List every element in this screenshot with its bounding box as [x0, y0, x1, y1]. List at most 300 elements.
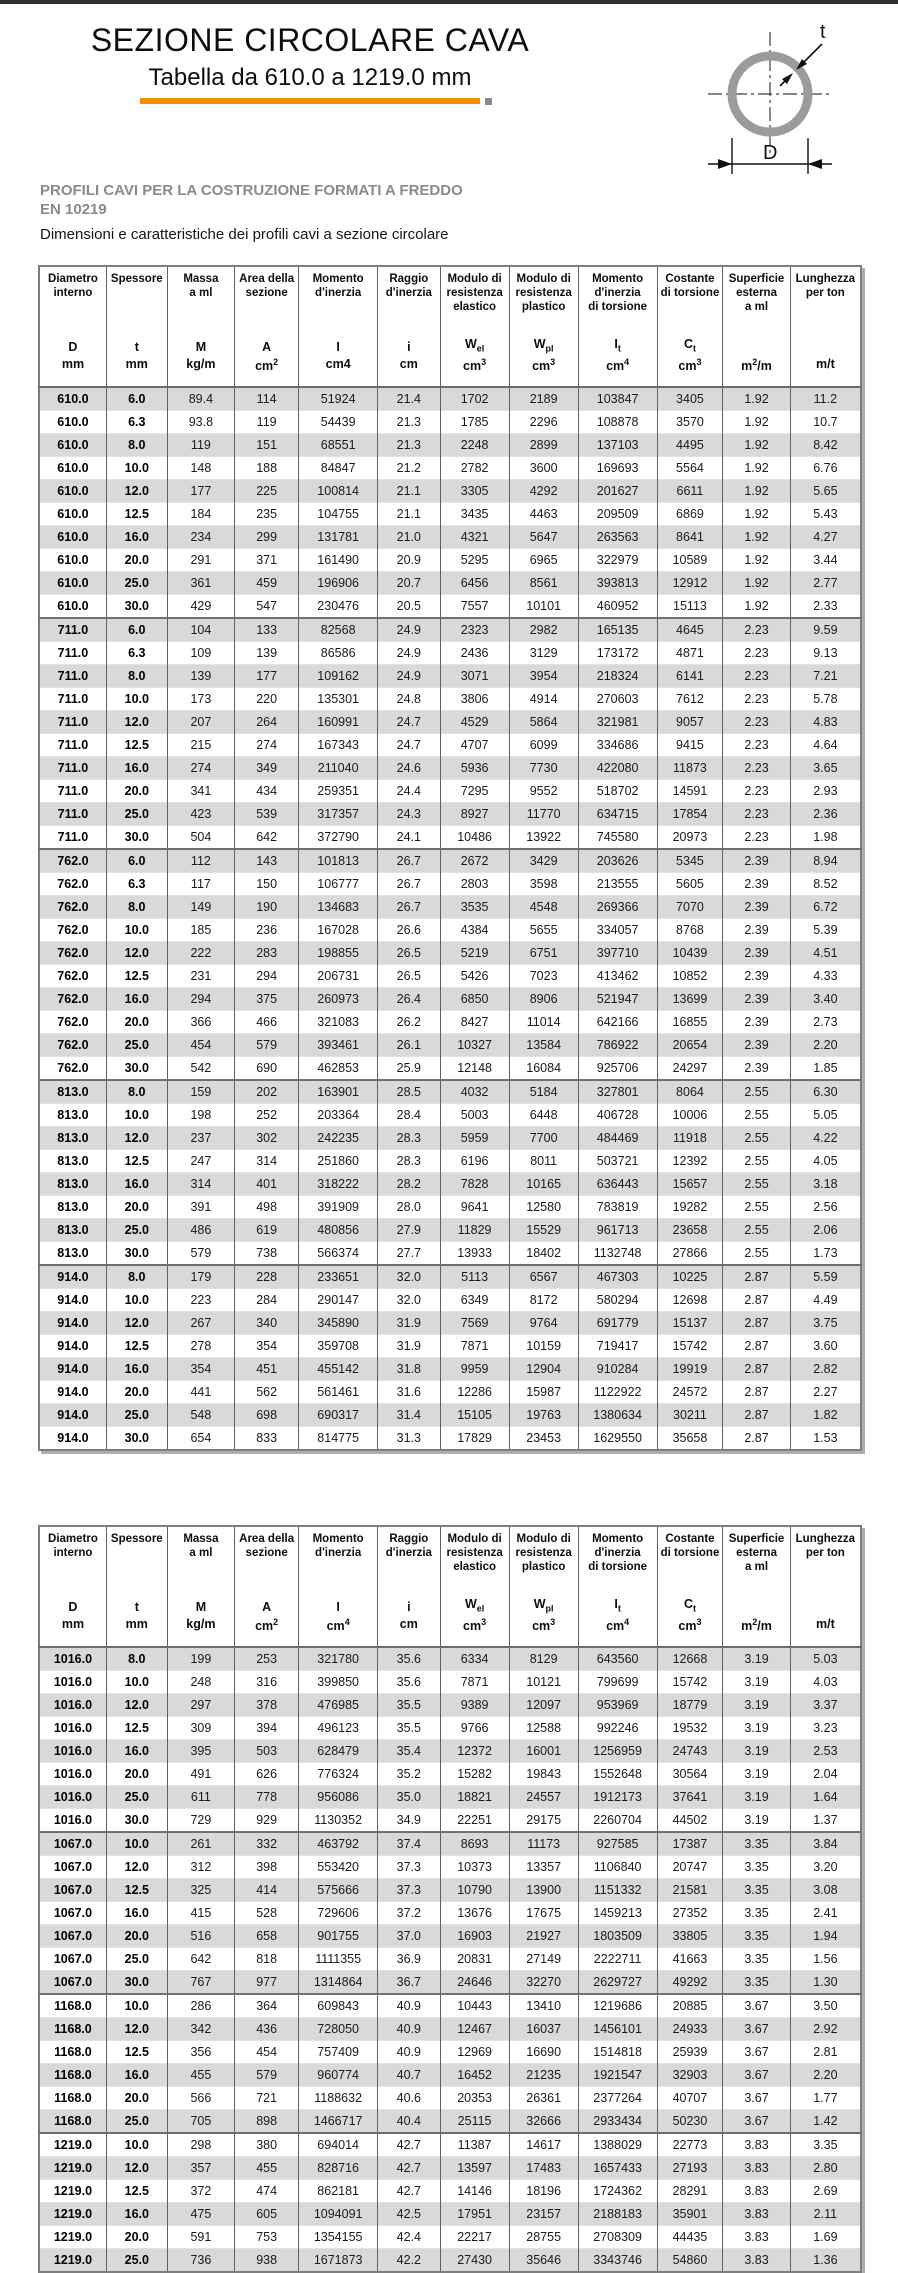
- table-cell: 42.5: [378, 2202, 440, 2225]
- table-cell: 3.08: [790, 1878, 861, 1901]
- table-cell: 521947: [578, 987, 657, 1010]
- table-cell: 757409: [299, 2040, 378, 2063]
- table-cell: 6751: [509, 941, 578, 964]
- table-cell: 738: [235, 1241, 299, 1265]
- table-cell: 8.0: [106, 895, 167, 918]
- table-cell: 25.0: [106, 1947, 167, 1970]
- table-cell: 342: [167, 2017, 234, 2040]
- table-cell: 2.04: [790, 1762, 861, 1785]
- table-cell: 778: [235, 1785, 299, 1808]
- table-cell: 10.0: [106, 1103, 167, 1126]
- table-row: [39, 1288, 861, 1311]
- table-cell: 18821: [440, 1785, 509, 1808]
- column-header: mm: [106, 1616, 167, 1647]
- table-cell: 119: [167, 433, 234, 456]
- table-cell: 1.98: [790, 825, 861, 849]
- table-row: [39, 779, 861, 802]
- table-cell: 17829: [440, 1426, 509, 1450]
- table-cell: 1219.0: [39, 2225, 106, 2248]
- table-cell: 10.0: [106, 1994, 167, 2018]
- table-cell: 10439: [657, 941, 723, 964]
- table-row: [39, 387, 861, 411]
- table-cell: 12286: [440, 1380, 509, 1403]
- table-cell: 13597: [440, 2156, 509, 2179]
- table-cell: 1130352: [299, 1808, 378, 1832]
- table-cell: 334686: [578, 733, 657, 756]
- table-cell: 203626: [578, 849, 657, 873]
- table-cell: 24.9: [378, 664, 440, 687]
- column-header: $W_{pl}$: [509, 329, 578, 356]
- table-cell: 27.9: [378, 1218, 440, 1241]
- column-header: M: [167, 329, 234, 356]
- table-cell: 314: [167, 1172, 234, 1195]
- column-header: I: [299, 1589, 378, 1616]
- table-cell: 10486: [440, 825, 509, 849]
- table-row: [39, 1334, 861, 1357]
- table-cell: 414: [235, 1878, 299, 1901]
- table-cell: 3071: [440, 664, 509, 687]
- table-row: [39, 2109, 861, 2133]
- table-cell: 247: [167, 1149, 234, 1172]
- table-row: [39, 1265, 861, 1289]
- table-cell: 25.0: [106, 802, 167, 825]
- table-cell: 9766: [440, 1716, 509, 1739]
- table-cell: 1.92: [723, 548, 790, 571]
- table-cell: 1.92: [723, 479, 790, 502]
- table-cell: 12392: [657, 1149, 723, 1172]
- table-cell: 24.1: [378, 825, 440, 849]
- table-cell: 6099: [509, 733, 578, 756]
- table-cell: 1.92: [723, 525, 790, 548]
- table-cell: 1.30: [790, 1970, 861, 1994]
- column-header: $I_t$: [578, 1589, 657, 1616]
- table-cell: 3435: [440, 502, 509, 525]
- table-cell: 7730: [509, 756, 578, 779]
- table-cell: 1016.0: [39, 1808, 106, 1832]
- table-cell: 8768: [657, 918, 723, 941]
- table-cell: 190: [235, 895, 299, 918]
- table-cell: 12467: [440, 2017, 509, 2040]
- table-cell: 3.20: [790, 1855, 861, 1878]
- table-cell: 12.5: [106, 2179, 167, 2202]
- table-cell: 21.0: [378, 525, 440, 548]
- table-cell: 21235: [509, 2063, 578, 2086]
- table-cell: 26.2: [378, 1010, 440, 1033]
- table-row: [39, 525, 861, 548]
- table-cell: 10373: [440, 1855, 509, 1878]
- table-cell: 139: [235, 641, 299, 664]
- table-cell: 818: [235, 1947, 299, 1970]
- table-cell: 610.0: [39, 479, 106, 502]
- table-cell: 636443: [578, 1172, 657, 1195]
- table-cell: 436: [235, 2017, 299, 2040]
- table-cell: 690: [235, 1056, 299, 1080]
- table-cell: 2436: [440, 641, 509, 664]
- table-cell: 20.0: [106, 779, 167, 802]
- table-cell: 6448: [509, 1103, 578, 1126]
- table-cell: 12.5: [106, 733, 167, 756]
- table-cell: 54439: [299, 410, 378, 433]
- table-cell: 711.0: [39, 733, 106, 756]
- table-row: [39, 1010, 861, 1033]
- table-cell: 610.0: [39, 456, 106, 479]
- table-cell: 3343746: [578, 2248, 657, 2272]
- table-cell: 6.30: [790, 1080, 861, 1104]
- table-cell: 1016.0: [39, 1716, 106, 1739]
- table-cell: 134683: [299, 895, 378, 918]
- table-cell: 30.0: [106, 1426, 167, 1450]
- lead-block: [40, 182, 898, 243]
- table-row: [39, 825, 861, 849]
- table-cell: 711.0: [39, 710, 106, 733]
- table-cell: 1354155: [299, 2225, 378, 2248]
- table-cell: 711.0: [39, 618, 106, 642]
- table-cell: 956086: [299, 1785, 378, 1808]
- table-cell: 251860: [299, 1149, 378, 1172]
- table-cell: 8.94: [790, 849, 861, 873]
- table-cell: 476985: [299, 1693, 378, 1716]
- page-subtitle: Tabella da 610.0 a 1219.0 mm: [148, 63, 472, 91]
- table-cell: 1314864: [299, 1970, 378, 1994]
- column-header: cm: [378, 356, 440, 387]
- table-cell: 611: [167, 1785, 234, 1808]
- table-cell: 1168.0: [39, 2040, 106, 2063]
- table-cell: 1256959: [578, 1739, 657, 1762]
- column-header: Diametro interno: [39, 266, 106, 329]
- table-cell: 938: [235, 2248, 299, 2272]
- table-cell: 11829: [440, 1218, 509, 1241]
- table-cell: 634715: [578, 802, 657, 825]
- table-cell: 9.59: [790, 618, 861, 642]
- table-cell: 89.4: [167, 387, 234, 411]
- table-row: [39, 2156, 861, 2179]
- table-cell: 561461: [299, 1380, 378, 1403]
- table-cell: 2.39: [723, 1010, 790, 1033]
- table-cell: 2.55: [723, 1241, 790, 1265]
- table-cell: 28755: [509, 2225, 578, 2248]
- column-header: Superficie esterna a ml: [723, 266, 790, 329]
- column-header: Costante di torsione: [657, 266, 723, 329]
- table-cell: 10121: [509, 1670, 578, 1693]
- column-header: $I_t$: [578, 329, 657, 356]
- table-cell: 813.0: [39, 1149, 106, 1172]
- table-cell: 767: [167, 1970, 234, 1994]
- table-cell: 286: [167, 1994, 234, 2018]
- table-cell: 6.72: [790, 895, 861, 918]
- table-row: [39, 1970, 861, 1994]
- table-row: [39, 2063, 861, 2086]
- table-cell: 3129: [509, 641, 578, 664]
- table-cell: 753: [235, 2225, 299, 2248]
- column-header: Modulo di resistenza elastico: [440, 266, 509, 329]
- table-row: [39, 1033, 861, 1056]
- table-cell: 3.67: [723, 2017, 790, 2040]
- table-cell: 12097: [509, 1693, 578, 1716]
- table-cell: 977: [235, 1970, 299, 1994]
- table-cell: 1168.0: [39, 2086, 106, 2109]
- table-cell: 929: [235, 1808, 299, 1832]
- table-row: [39, 1947, 861, 1970]
- table-row: [39, 2040, 861, 2063]
- table-cell: 3.35: [723, 1901, 790, 1924]
- table-cell: 16.0: [106, 1357, 167, 1380]
- table-cell: 36.9: [378, 1947, 440, 1970]
- table-cell: 654: [167, 1426, 234, 1450]
- table-cell: 357: [167, 2156, 234, 2179]
- table-cell: 25.9: [378, 1056, 440, 1080]
- table-cell: 1466717: [299, 2109, 378, 2133]
- table-cell: 109: [167, 641, 234, 664]
- table-cell: 8906: [509, 987, 578, 1010]
- table-cell: 7295: [440, 779, 509, 802]
- table-row: [39, 918, 861, 941]
- table-cell: 783819: [578, 1195, 657, 1218]
- table-cell: 203364: [299, 1103, 378, 1126]
- table-cell: 37.2: [378, 1901, 440, 1924]
- table-cell: 32270: [509, 1970, 578, 1994]
- table-cell: 423: [167, 802, 234, 825]
- table-cell: 44502: [657, 1808, 723, 1832]
- table-cell: 1067.0: [39, 1878, 106, 1901]
- table-cell: 31.9: [378, 1311, 440, 1334]
- table-cell: 30564: [657, 1762, 723, 1785]
- table-cell: 562: [235, 1380, 299, 1403]
- table-cell: 10852: [657, 964, 723, 987]
- table-cell: 393461: [299, 1033, 378, 1056]
- table-cell: 35901: [657, 2202, 723, 2225]
- table-cell: 361: [167, 571, 234, 594]
- table-cell: 16037: [509, 2017, 578, 2040]
- table-cell: 131781: [299, 525, 378, 548]
- table-cell: 20.5: [378, 594, 440, 618]
- table-cell: 3598: [509, 872, 578, 895]
- table-cell: 5564: [657, 456, 723, 479]
- table-cell: 25.0: [106, 2248, 167, 2272]
- column-header: Momento d'inerzia: [299, 266, 378, 329]
- table-cell: 15282: [440, 1762, 509, 1785]
- table-cell: 25.0: [106, 1033, 167, 1056]
- table-cell: 42.7: [378, 2156, 440, 2179]
- table-cell: 16001: [509, 1739, 578, 1762]
- table-row: [39, 1693, 861, 1716]
- column-header: Costante di torsione: [657, 1526, 723, 1589]
- table-cell: 3.35: [723, 1924, 790, 1947]
- table-cell: 691779: [578, 1311, 657, 1334]
- table-cell: 36.7: [378, 1970, 440, 1994]
- table-cell: 4.49: [790, 1288, 861, 1311]
- table-cell: 225: [235, 479, 299, 502]
- table-cell: 15529: [509, 1218, 578, 1241]
- table-cell: 15742: [657, 1334, 723, 1357]
- table-cell: 2.23: [723, 641, 790, 664]
- table-cell: 2803: [440, 872, 509, 895]
- table-cell: 2.73: [790, 1010, 861, 1033]
- table-cell: 29175: [509, 1808, 578, 1832]
- column-header: Area della sezione: [235, 266, 299, 329]
- table-cell: 318222: [299, 1172, 378, 1195]
- table-row: [39, 964, 861, 987]
- table-cell: 813.0: [39, 1103, 106, 1126]
- profiles-table-1-wrap: [38, 265, 898, 1451]
- table-cell: 332: [235, 1832, 299, 1856]
- table-cell: 4321: [440, 525, 509, 548]
- table-cell: 49292: [657, 1970, 723, 1994]
- column-header: D: [39, 329, 106, 356]
- table-cell: 215: [167, 733, 234, 756]
- table-cell: 35658: [657, 1426, 723, 1450]
- table-cell: 17854: [657, 802, 723, 825]
- column-header: $W_{pl}$: [509, 1589, 578, 1616]
- table-cell: 220: [235, 687, 299, 710]
- table-cell: 2.23: [723, 825, 790, 849]
- table-cell: 610.0: [39, 387, 106, 411]
- table-cell: 2.81: [790, 2040, 861, 2063]
- table-cell: 3.19: [723, 1693, 790, 1716]
- table-cell: 4.64: [790, 733, 861, 756]
- table-cell: 5959: [440, 1126, 509, 1149]
- column-header: A: [235, 329, 299, 356]
- table-cell: 16.0: [106, 1172, 167, 1195]
- table-cell: 1067.0: [39, 1832, 106, 1856]
- table-cell: 729: [167, 1808, 234, 1832]
- table-cell: 8129: [509, 1647, 578, 1671]
- column-header: Lunghezza per ton: [790, 1526, 861, 1589]
- table-cell: 20654: [657, 1033, 723, 1056]
- table-row: [39, 1670, 861, 1693]
- table-description: Dimensioni e caratteristiche dei profili cavi a sezione circolare: [40, 225, 449, 243]
- table-cell: 1.37: [790, 1808, 861, 1832]
- table-cell: 31.8: [378, 1357, 440, 1380]
- table-cell: 25939: [657, 2040, 723, 2063]
- table-cell: 150: [235, 872, 299, 895]
- table-cell: 762.0: [39, 872, 106, 895]
- table-cell: 925706: [578, 1056, 657, 1080]
- column-header: mm: [39, 356, 106, 387]
- table-row: [39, 664, 861, 687]
- table-cell: 101813: [299, 849, 378, 873]
- table-cell: 591: [167, 2225, 234, 2248]
- table-cell: 40.7: [378, 2063, 440, 2086]
- table-cell: 32.0: [378, 1288, 440, 1311]
- table-cell: 4645: [657, 618, 723, 642]
- table-row: [39, 895, 861, 918]
- table-cell: 50230: [657, 2109, 723, 2133]
- table-row: [39, 1808, 861, 1832]
- table-cell: 35.6: [378, 1647, 440, 1671]
- table-cell: 579: [167, 1241, 234, 1265]
- table-cell: 3.65: [790, 756, 861, 779]
- table-cell: 30.0: [106, 1056, 167, 1080]
- column-header: m/t: [790, 356, 861, 387]
- column-header: Raggio d'inerzia: [378, 1526, 440, 1589]
- table-cell: 4.83: [790, 710, 861, 733]
- table-cell: 12.0: [106, 2156, 167, 2179]
- table-cell: 475: [167, 2202, 234, 2225]
- table-cell: 16690: [509, 2040, 578, 2063]
- table-cell: 12904: [509, 1357, 578, 1380]
- table-row: [39, 2017, 861, 2040]
- table-cell: 12.0: [106, 710, 167, 733]
- column-header: Modulo di resistenza elastico: [440, 1526, 509, 1589]
- table-cell: 28291: [657, 2179, 723, 2202]
- table-cell: 2248: [440, 433, 509, 456]
- table-cell: 642: [235, 825, 299, 849]
- table-cell: 8.0: [106, 1647, 167, 1671]
- table-cell: 34.9: [378, 1808, 440, 1832]
- table-cell: 112: [167, 849, 234, 873]
- column-header: $cm^2$: [235, 1616, 299, 1647]
- title-block: [30, 22, 590, 105]
- table-cell: 151: [235, 433, 299, 456]
- page-title: SEZIONE CIRCOLARE CAVA: [90, 22, 530, 58]
- table-cell: 28.3: [378, 1149, 440, 1172]
- accent-underline: [140, 98, 480, 104]
- table-cell: 30.0: [106, 825, 167, 849]
- table-cell: 862181: [299, 2179, 378, 2202]
- table-cell: 35.4: [378, 1739, 440, 1762]
- table-cell: 486: [167, 1218, 234, 1241]
- table-cell: 260973: [299, 987, 378, 1010]
- table-cell: 6141: [657, 664, 723, 687]
- table-cell: 12.5: [106, 1878, 167, 1901]
- table-cell: 1.85: [790, 1056, 861, 1080]
- table-cell: 7612: [657, 687, 723, 710]
- table-cell: 7557: [440, 594, 509, 618]
- table-cell: 626: [235, 1762, 299, 1785]
- table-cell: 86586: [299, 641, 378, 664]
- column-header: Massa a ml: [167, 1526, 234, 1589]
- table-cell: 27352: [657, 1901, 723, 1924]
- table-cell: 3.84: [790, 1832, 861, 1856]
- column-header: i: [378, 329, 440, 356]
- table-cell: 11770: [509, 802, 578, 825]
- table-cell: 1.42: [790, 2109, 861, 2133]
- table-cell: 32903: [657, 2063, 723, 2086]
- column-header: A: [235, 1589, 299, 1616]
- column-header: Momento d'inerzia di torsione: [578, 266, 657, 329]
- table-cell: 6.0: [106, 849, 167, 873]
- table-cell: 3.19: [723, 1762, 790, 1785]
- table-cell: 299: [235, 525, 299, 548]
- table-cell: 26.4: [378, 987, 440, 1010]
- table-cell: 610.0: [39, 410, 106, 433]
- table-cell: 19843: [509, 1762, 578, 1785]
- table-cell: 3.37: [790, 1693, 861, 1716]
- table-cell: 8561: [509, 571, 578, 594]
- table-cell: 35.2: [378, 1762, 440, 1785]
- table-cell: 6850: [440, 987, 509, 1010]
- table-cell: 10.0: [106, 456, 167, 479]
- table-cell: 776324: [299, 1762, 378, 1785]
- table-cell: 16855: [657, 1010, 723, 1033]
- table-cell: 1724362: [578, 2179, 657, 2202]
- table-cell: 13676: [440, 1901, 509, 1924]
- table-cell: 20.0: [106, 2086, 167, 2109]
- table-cell: 10165: [509, 1172, 578, 1195]
- table-cell: 2933434: [578, 2109, 657, 2133]
- table-cell: 2.55: [723, 1218, 790, 1241]
- table-cell: 745580: [578, 825, 657, 849]
- table-cell: 3.19: [723, 1785, 790, 1808]
- table-cell: 20.0: [106, 2225, 167, 2248]
- table-cell: 19282: [657, 1195, 723, 1218]
- table-cell: 5936: [440, 756, 509, 779]
- table-cell: 6334: [440, 1647, 509, 1671]
- table-row: [39, 733, 861, 756]
- table-cell: 6.3: [106, 641, 167, 664]
- table-cell: 3535: [440, 895, 509, 918]
- table-cell: 16.0: [106, 987, 167, 1010]
